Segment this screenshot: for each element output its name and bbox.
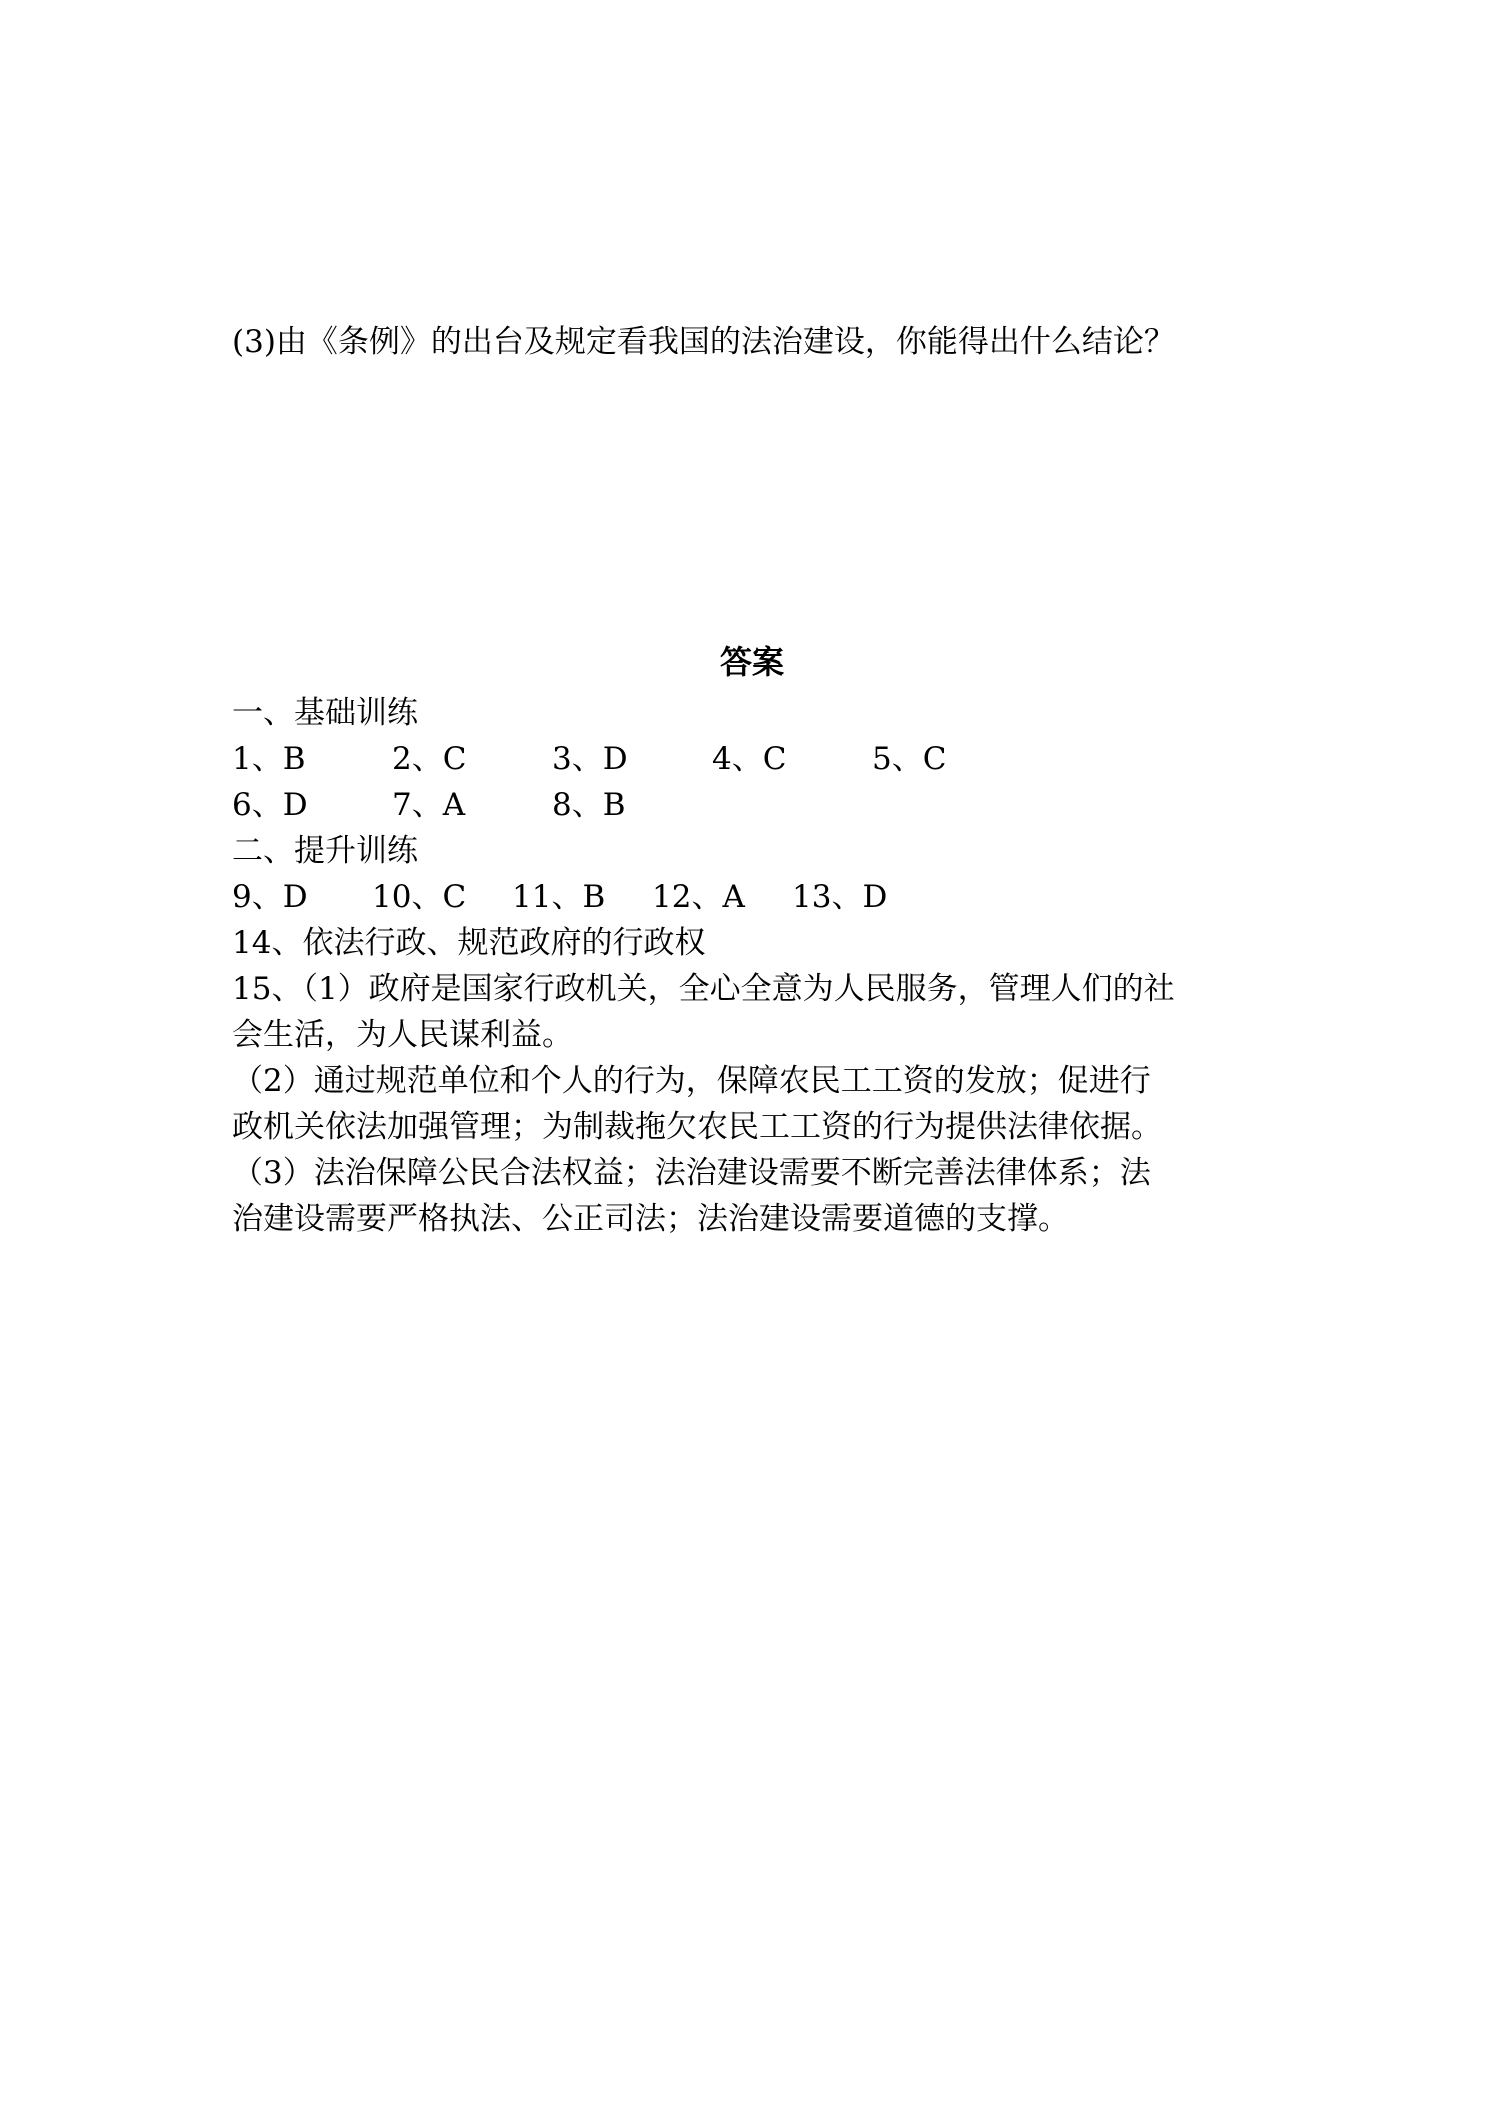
answer-item: 2、C [392,741,467,777]
answer-title: 答案 [719,643,784,681]
section-1-answers-row-1 [232,736,1272,782]
section-2-heading: 二、提升训练 [232,833,418,869]
answer-item: 4、C [712,741,787,777]
answer-15-2-line-1: （2）通过规范单位和个人的行为，保障农民工工资的发放；促进行 [232,1063,1151,1099]
answer-15-2-line-2: 政机关依法加强管理；为制裁拖欠农民工工资的行为提供法律依据。 [232,1109,1162,1145]
answer-15-1-line-2: 会生活，为人民谋利益。 [232,1017,573,1053]
answer-15-3-line-1: （3）法治保障公民合法权益；法治建设需要不断完善法律体系；法 [232,1155,1151,1191]
answer-14: 14、依法行政、规范政府的行政权 [232,925,706,961]
answer-15-1-line-1: 15、（1）政府是国家行政机关，全心全意为人民服务，管理人们的社 [232,971,1175,1007]
answer-item: 7、A [392,787,466,823]
answer-item: 13、D [792,879,888,915]
answer-item: 10、C [372,879,467,915]
answer-item: 3、D [552,741,628,777]
answer-15-3-line-2: 治建设需要严格执法、公正司法；法治建设需要道德的支撑。 [232,1201,1069,1237]
answer-section [232,634,1272,1242]
answer-item: 6、D [232,787,308,823]
answer-item: 9、D [232,879,308,915]
answer-item: 1、B [232,741,306,777]
answer-item: 5、C [872,741,947,777]
question-3-text: (3)由《条例》的出台及规定看我国的法治建设，你能得出什么结论？ [232,324,1175,360]
section-1-answers-row-2 [232,782,1272,828]
section-1-heading: 一、基础训练 [232,695,418,731]
answer-item: 11、B [512,879,606,915]
answer-item: 12、A [652,879,745,915]
answer-item: 8、B [552,787,626,823]
section-2-answers-row-1 [232,874,1272,920]
